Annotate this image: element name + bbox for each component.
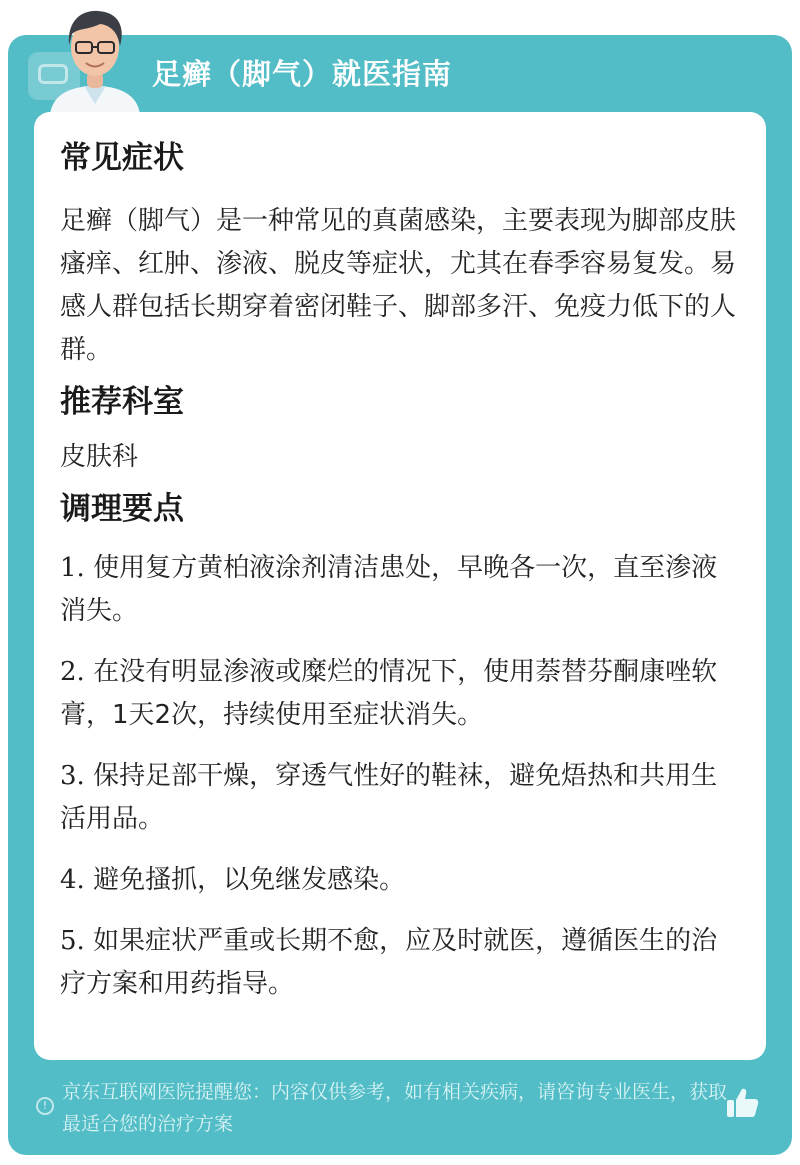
care-point-number: 5. bbox=[60, 926, 85, 956]
section-heading-care: 调理要点 bbox=[60, 491, 184, 527]
care-point-number: 3. bbox=[60, 761, 85, 791]
care-point-text: 避免搔抓，以免继发感染。 bbox=[93, 865, 406, 895]
care-point-number: 2. bbox=[60, 657, 85, 687]
department-text: 皮肤科 bbox=[60, 442, 139, 472]
content-card bbox=[34, 112, 766, 1060]
page-title: 足癣（脚气）就医指南 bbox=[152, 57, 453, 91]
care-point-item bbox=[60, 920, 740, 1006]
disclaimer-text: 京东互联网医院提醒您：内容仅供参考，如有相关疾病，请咨询专业医生，获取最适合您的治疗方案 bbox=[62, 1081, 728, 1135]
care-point-item bbox=[60, 755, 740, 841]
care-point-text: 使用复方黄柏液涂剂清洁患处，早晚各一次，直至渗液消失。 bbox=[60, 553, 718, 626]
care-point-item bbox=[60, 547, 740, 633]
info-icon: ! bbox=[36, 1097, 54, 1115]
care-point-text: 在没有明显渗液或糜烂的情况下，使用萘替芬酮康唑软膏，1天2次，持续使用至症状消失。 bbox=[60, 657, 718, 730]
care-point-number: 1. bbox=[60, 553, 85, 583]
section-heading-symptoms: 常见症状 bbox=[60, 140, 184, 176]
care-point-text: 保持足部干燥，穿透气性好的鞋袜，避免焐热和共用生活用品。 bbox=[60, 761, 718, 834]
thumbs-up-icon[interactable] bbox=[724, 1085, 760, 1121]
symptoms-text: 足癣（脚气）是一种常见的真菌感染，主要表现为脚部皮肤瘙痒、红肿、渗液、脱皮等症状，尤其在春季容易复发。易感人群包括长期穿着密闭鞋子、脚部多汗、免疫力低下的人群。 bbox=[60, 206, 737, 365]
care-point-item bbox=[60, 859, 740, 902]
care-point-text: 如果症状严重或长期不愈，应及时就医，遵循医生的治疗方案和用药指导。 bbox=[60, 926, 718, 999]
care-point-item bbox=[60, 651, 740, 737]
section-heading-department: 推荐科室 bbox=[60, 384, 184, 420]
care-point-number: 4. bbox=[60, 865, 85, 895]
doctor-avatar-icon bbox=[40, 0, 150, 115]
